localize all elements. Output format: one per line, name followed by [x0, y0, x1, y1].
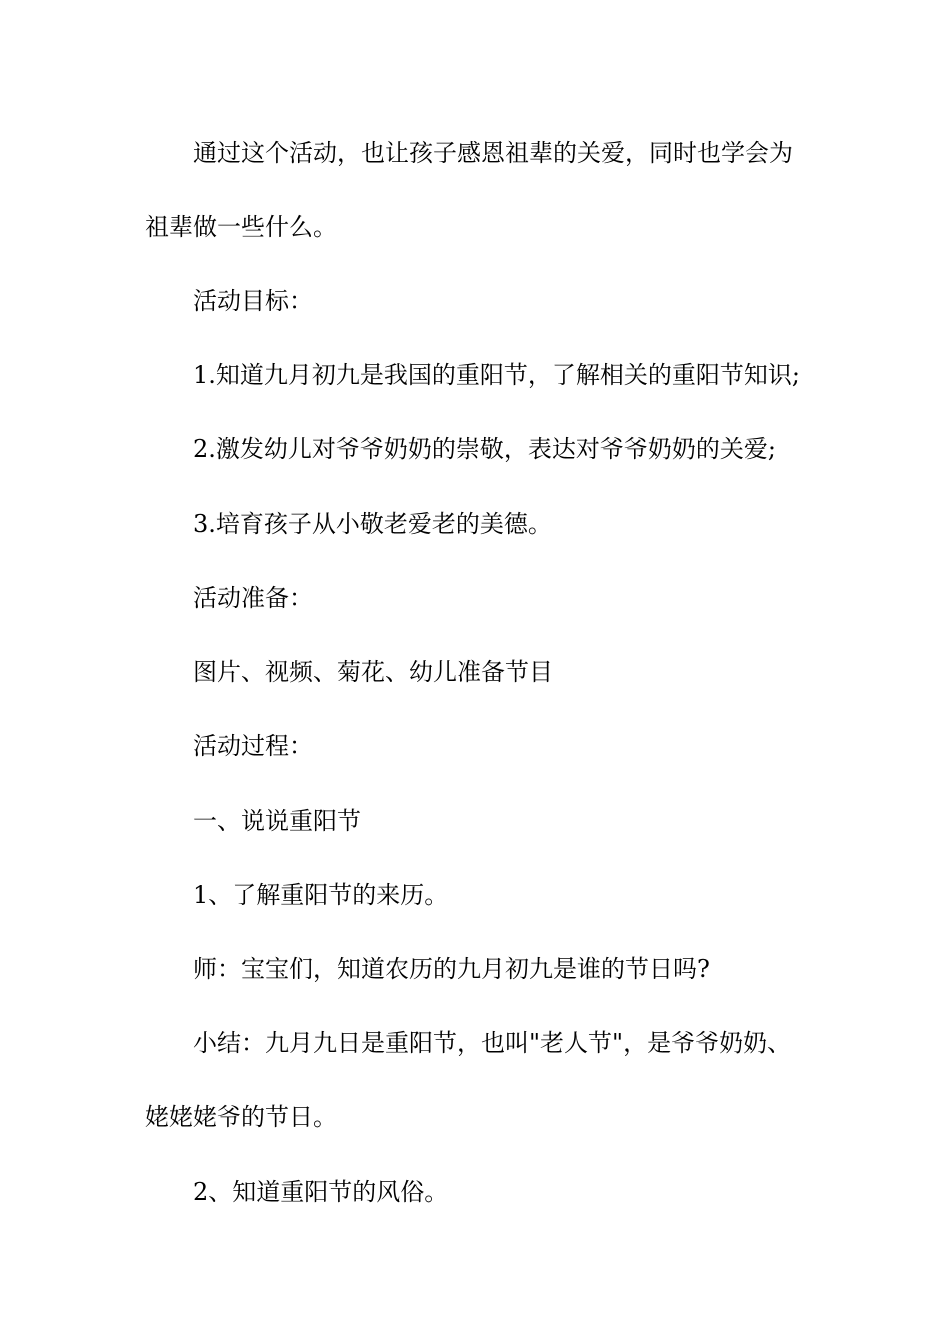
list-item: 1.知道九月初九是我国的重阳节，了解相关的重阳节知识;: [193, 361, 800, 389]
section-heading: 活动准备：: [193, 584, 313, 612]
paragraph-line: 祖辈做一些什么。: [145, 213, 337, 241]
paragraph-line: 小结：九月九日是重阳节，也叫"老人节"，是爷爷奶奶、: [193, 1029, 792, 1057]
paragraph-line: 通过这个活动，也让孩子感恩祖辈的关爱，同时也学会为: [193, 139, 793, 167]
list-item: 1、了解重阳节的来历。: [193, 881, 449, 909]
section-heading: 活动目标：: [193, 287, 313, 315]
list-item: 2、知道重阳节的风俗。: [193, 1178, 449, 1206]
list-item: 3.培育孩子从小敬老爱老的美德。: [193, 510, 552, 538]
section-heading: 活动过程：: [193, 732, 313, 760]
subheading: 一、说说重阳节: [193, 807, 361, 835]
list-item: 2.激发幼儿对爷爷奶奶的崇敬，表达对爷爷奶奶的关爱;: [193, 435, 776, 463]
paragraph-line: 图片、视频、菊花、幼儿准备节目: [193, 658, 553, 686]
paragraph-line: 姥姥姥爷的节日。: [145, 1103, 337, 1131]
paragraph-line: 师：宝宝们，知道农历的九月初九是谁的节日吗?: [193, 955, 710, 983]
